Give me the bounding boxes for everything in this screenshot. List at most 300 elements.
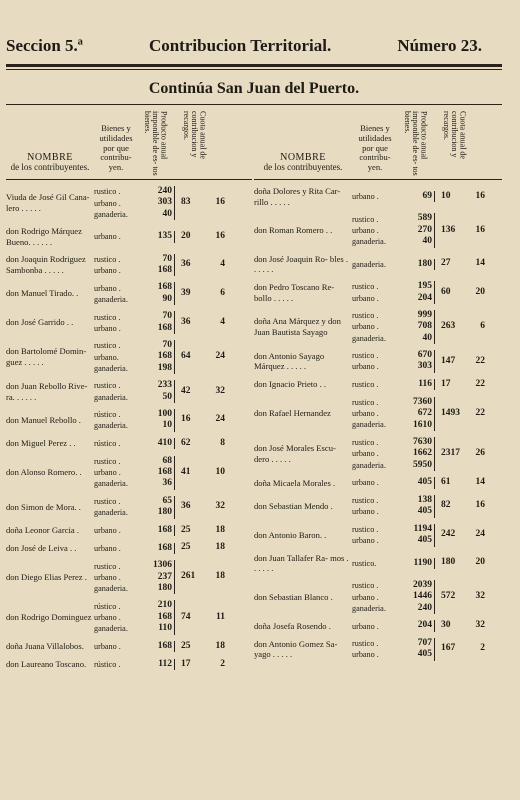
property-kind: rustico . bbox=[352, 581, 379, 591]
taxable-product-value: 116 bbox=[418, 379, 432, 390]
annual-quota bbox=[175, 317, 227, 329]
quota-reales: 2317 bbox=[441, 448, 460, 459]
taxable-products bbox=[138, 254, 175, 277]
property-kinds bbox=[352, 259, 398, 270]
property-kind: rustico . bbox=[94, 497, 121, 507]
header-bienes: Bienes y utilidades por que contribu- yen. bbox=[99, 123, 133, 173]
taxable-product-value: 40 bbox=[422, 332, 432, 343]
quota-reales: 1493 bbox=[441, 407, 460, 418]
quota-maravedis: 8 bbox=[220, 437, 225, 448]
table-row bbox=[254, 620, 502, 632]
taxable-product-value: 40 bbox=[422, 236, 432, 247]
property-kinds bbox=[94, 525, 138, 536]
table-row bbox=[254, 553, 502, 574]
taxable-products bbox=[138, 380, 175, 403]
property-kind: urbano . bbox=[352, 507, 379, 517]
taxable-product-value: 195 bbox=[417, 281, 432, 292]
taxable-product-value: 168 bbox=[157, 265, 172, 276]
quota-maravedis: 32 bbox=[215, 385, 225, 396]
table-row bbox=[254, 281, 502, 304]
taxable-product-value: 204 bbox=[417, 620, 432, 631]
annual-quota bbox=[435, 448, 487, 460]
taxable-product-value: 110 bbox=[158, 623, 172, 634]
annual-quota bbox=[175, 501, 227, 513]
annual-quota bbox=[175, 351, 227, 363]
quota-maravedis: 16 bbox=[475, 224, 485, 235]
property-kind: urbano. bbox=[94, 352, 119, 362]
taxable-products bbox=[398, 558, 435, 569]
taxable-product-value: 180 bbox=[157, 507, 172, 518]
quota-maravedis: 32 bbox=[215, 501, 225, 512]
contributor-name: don José Garrido . . bbox=[6, 317, 74, 328]
table-row bbox=[6, 186, 252, 220]
property-kind: urbano . bbox=[352, 592, 379, 602]
taxable-product-value: 180 bbox=[157, 583, 172, 594]
quota-reales: 17 bbox=[441, 378, 451, 389]
taxable-product-value: 7360 bbox=[413, 396, 432, 407]
header-cuota: Cuota anual de contribucion y recargos. bbox=[181, 111, 208, 159]
property-kind: rustico . bbox=[94, 254, 121, 264]
property-kind: urbano . bbox=[94, 323, 121, 333]
taxable-products bbox=[138, 311, 175, 334]
property-kinds bbox=[352, 191, 398, 202]
section-label: Seccion 5.ª bbox=[6, 36, 83, 55]
header-nombre: NOMBRE de los contribuyentes. bbox=[263, 152, 343, 173]
quota-maravedis: 6 bbox=[480, 321, 485, 332]
quota-reales: 82 bbox=[441, 500, 451, 511]
taxable-products bbox=[398, 437, 435, 471]
contributor-name: doña Ana Márquez y don Juan Bautista Sayago bbox=[254, 316, 341, 337]
property-kind: rústico . bbox=[94, 439, 121, 449]
annual-quota bbox=[435, 225, 487, 237]
taxable-product-value: 5950 bbox=[413, 459, 432, 470]
column-header bbox=[6, 109, 252, 180]
taxable-products bbox=[398, 191, 435, 202]
taxable-product-value: 70 bbox=[162, 253, 172, 264]
property-kind: urbano . bbox=[352, 293, 379, 303]
right-entry-list bbox=[254, 186, 502, 661]
contributor-name: don Rodrigo Márquez Bueno. . . . . . bbox=[6, 226, 82, 247]
table-row bbox=[6, 641, 252, 653]
table-row bbox=[6, 525, 252, 537]
contributor-name: don Miguel Perez . . bbox=[6, 438, 76, 449]
property-kind: ganaderia. bbox=[352, 603, 386, 613]
quota-reales: 27 bbox=[441, 258, 451, 269]
table-row bbox=[254, 524, 502, 547]
quota-maravedis: 20 bbox=[475, 286, 485, 297]
quota-maravedis: 20 bbox=[475, 557, 485, 568]
table-row bbox=[254, 437, 502, 471]
property-kinds bbox=[352, 350, 398, 372]
taxable-product-value: 69 bbox=[422, 191, 432, 202]
taxable-product-value: 1610 bbox=[413, 419, 432, 430]
property-kind: rustico . bbox=[352, 639, 379, 649]
property-kind: rustico . bbox=[352, 214, 379, 224]
quota-reales: 42 bbox=[181, 385, 191, 396]
table-row bbox=[254, 580, 502, 614]
annual-quota bbox=[435, 408, 487, 420]
property-kind: urbano . bbox=[352, 621, 379, 631]
contributor-name: don Sebastian Mendo . bbox=[254, 500, 333, 511]
taxable-product-value: 999 bbox=[417, 309, 432, 320]
annual-quota bbox=[435, 258, 487, 270]
property-kind: ganaderia. bbox=[94, 508, 128, 518]
property-kind: rustico . bbox=[94, 381, 121, 391]
property-kind: urbano . bbox=[94, 283, 121, 293]
taxable-product-value: 168 bbox=[157, 282, 172, 293]
property-kind: urbano . bbox=[352, 536, 379, 546]
property-kinds bbox=[352, 310, 398, 343]
table-row bbox=[6, 600, 252, 634]
property-kinds bbox=[352, 580, 398, 613]
taxable-product-value: 1446 bbox=[413, 591, 432, 602]
property-kind: urbano . bbox=[352, 226, 379, 236]
quota-maravedis: 6 bbox=[220, 287, 225, 298]
quota-reales: 167 bbox=[441, 643, 456, 654]
property-kind: ganaderia. bbox=[352, 333, 386, 343]
table-row bbox=[254, 638, 502, 661]
annual-quota bbox=[175, 231, 227, 243]
annual-quota bbox=[175, 542, 227, 554]
property-kind: rustico . bbox=[94, 341, 121, 351]
taxable-product-value: 1662 bbox=[413, 448, 432, 459]
property-kind: rustico . bbox=[94, 312, 121, 322]
quota-maravedis: 16 bbox=[475, 190, 485, 201]
property-kind: rustico . bbox=[352, 282, 379, 292]
property-kinds bbox=[94, 231, 138, 242]
annual-quota bbox=[175, 659, 227, 671]
taxable-product-value: 1190 bbox=[413, 557, 432, 568]
property-kind: ganaderia. bbox=[94, 624, 128, 634]
quota-reales: 25 bbox=[181, 542, 191, 553]
property-kind: urbano . bbox=[352, 192, 379, 202]
contributor-name: don Juan Rebollo Rive- ra. . . . . . bbox=[6, 380, 88, 402]
taxable-product-value: 168 bbox=[157, 466, 172, 477]
taxable-products bbox=[398, 524, 435, 547]
property-kind: urbano . bbox=[352, 650, 379, 660]
property-kind: urbano . bbox=[94, 613, 121, 623]
left-entry-list bbox=[6, 186, 252, 670]
quota-maravedis: 18 bbox=[215, 542, 225, 553]
quota-reales: 30 bbox=[441, 620, 451, 631]
header-rule-thin bbox=[6, 69, 502, 70]
taxable-product-value: 180 bbox=[417, 258, 432, 269]
quota-reales: 16 bbox=[181, 414, 191, 425]
taxable-products bbox=[398, 397, 435, 431]
property-kind: urbano . bbox=[94, 642, 121, 652]
table-row bbox=[254, 477, 502, 489]
annual-quota bbox=[435, 500, 487, 512]
taxable-products bbox=[138, 456, 175, 490]
quota-maravedis: 14 bbox=[475, 477, 485, 488]
property-kind: ganaderia. bbox=[94, 392, 128, 402]
quota-maravedis: 18 bbox=[215, 524, 225, 535]
property-kinds bbox=[352, 638, 398, 660]
quota-maravedis: 4 bbox=[220, 316, 225, 327]
property-kinds bbox=[94, 186, 138, 219]
taxable-products bbox=[138, 231, 175, 242]
taxable-products bbox=[138, 496, 175, 519]
property-kinds bbox=[94, 409, 138, 431]
annual-quota bbox=[435, 529, 487, 541]
quota-reales: 261 bbox=[181, 571, 196, 582]
annual-quota bbox=[435, 191, 487, 203]
annual-quota bbox=[435, 591, 487, 603]
taxable-product-value: 708 bbox=[417, 321, 432, 332]
annual-quota bbox=[175, 467, 227, 479]
header-bienes: Bienes y utilidades por que contribu- yen. bbox=[358, 123, 392, 173]
property-kind: urbano . bbox=[94, 543, 121, 553]
taxable-product-value: 240 bbox=[157, 186, 172, 196]
contributor-name: don Ignacio Prieto . . bbox=[254, 379, 327, 390]
contributor-name: don Antonio Sayago Márquez . . . . . bbox=[254, 350, 325, 372]
annual-quota bbox=[435, 379, 487, 391]
taxable-products bbox=[398, 580, 435, 614]
annual-quota bbox=[435, 321, 487, 333]
property-kinds bbox=[94, 283, 138, 305]
quota-maravedis: 2 bbox=[220, 658, 225, 669]
table-row bbox=[6, 409, 252, 432]
contributor-name: don Manuel Rebollo . bbox=[6, 414, 81, 425]
property-kind: ganaderia. bbox=[94, 294, 128, 304]
taxable-product-value: 36 bbox=[162, 478, 172, 489]
quota-maravedis: 2 bbox=[480, 643, 485, 654]
property-kind: rústico . bbox=[94, 659, 121, 669]
contributor-name: doña Josefa Rosendo . bbox=[254, 620, 331, 631]
quota-maravedis: 24 bbox=[475, 529, 485, 540]
contributor-name: doña Micaela Morales . bbox=[254, 477, 336, 488]
quota-reales: 39 bbox=[181, 287, 191, 298]
taxable-product-value: 138 bbox=[417, 494, 432, 505]
property-kinds bbox=[94, 380, 138, 402]
quota-reales: 572 bbox=[441, 591, 456, 602]
quota-reales: 263 bbox=[441, 321, 456, 332]
taxable-products bbox=[398, 638, 435, 661]
property-kind: ganaderia. bbox=[94, 583, 128, 593]
annual-quota bbox=[435, 477, 487, 489]
quota-maravedis: 22 bbox=[475, 355, 485, 366]
taxable-products bbox=[398, 213, 435, 247]
table-row bbox=[6, 380, 252, 403]
taxable-product-value: 405 bbox=[417, 477, 432, 488]
table-row bbox=[6, 226, 252, 247]
taxable-products bbox=[398, 281, 435, 304]
quota-maravedis: 18 bbox=[215, 571, 225, 582]
taxable-products bbox=[138, 409, 175, 432]
taxable-product-value: 70 bbox=[162, 339, 172, 350]
quota-maravedis: 24 bbox=[215, 351, 225, 362]
taxable-product-value: 68 bbox=[162, 455, 172, 466]
property-kind: rustico . bbox=[352, 398, 379, 408]
contributor-name: don Pedro Toscano Re- bollo . . . . . bbox=[254, 281, 335, 303]
property-kind: urbano . bbox=[94, 232, 121, 242]
page-header bbox=[6, 36, 502, 56]
property-kind: urbano . bbox=[94, 468, 121, 478]
property-kinds bbox=[352, 281, 398, 303]
quota-reales: 36 bbox=[181, 501, 191, 512]
contributor-name: don Diego Elias Perez . bbox=[6, 572, 87, 583]
quota-maravedis: 24 bbox=[215, 414, 225, 425]
taxable-products bbox=[138, 525, 175, 536]
header-producto: Producto anual imponible de es- tos bienes. bbox=[142, 111, 169, 176]
taxable-product-value: 303 bbox=[417, 361, 432, 372]
property-kind: urbano . bbox=[94, 198, 121, 208]
property-kind: rustico . bbox=[352, 438, 379, 448]
table-row bbox=[254, 186, 502, 207]
annual-quota bbox=[175, 612, 227, 624]
quota-reales: 74 bbox=[181, 611, 191, 622]
taxable-product-value: 237 bbox=[157, 571, 172, 582]
property-kinds bbox=[94, 340, 138, 373]
taxable-product-value: 112 bbox=[158, 658, 172, 669]
table-row bbox=[254, 379, 502, 391]
property-kind: rustico . bbox=[94, 561, 121, 571]
taxable-products bbox=[398, 379, 435, 390]
quota-reales: 64 bbox=[181, 351, 191, 362]
property-kinds bbox=[352, 621, 398, 632]
contributor-name: don Antonio Baron. . bbox=[254, 529, 327, 540]
taxable-product-value: 405 bbox=[417, 506, 432, 517]
property-kind: ganaderia. bbox=[94, 421, 128, 431]
property-kind: rustico . bbox=[94, 187, 121, 197]
taxable-product-value: 270 bbox=[417, 224, 432, 235]
table-row bbox=[6, 659, 252, 671]
taxable-products bbox=[138, 641, 175, 652]
number-label: Número 23. bbox=[397, 36, 482, 55]
taxable-product-value: 233 bbox=[157, 380, 172, 391]
property-kind: ganaderia. bbox=[94, 209, 128, 219]
property-kind: rústico . bbox=[94, 601, 121, 611]
taxable-product-value: 90 bbox=[162, 293, 172, 304]
quota-maravedis: 16 bbox=[475, 500, 485, 511]
property-kind: rustico . bbox=[94, 457, 121, 467]
header-nombre: NOMBRE de los contribuyentes. bbox=[10, 152, 90, 173]
quota-maravedis: 26 bbox=[475, 448, 485, 459]
taxable-product-value: 1194 bbox=[413, 523, 432, 534]
taxable-product-value: 135 bbox=[157, 231, 172, 242]
table-row bbox=[6, 496, 252, 519]
property-kinds bbox=[352, 495, 398, 517]
property-kinds bbox=[352, 524, 398, 546]
quota-reales: 25 bbox=[181, 640, 191, 651]
property-kind: rustico . bbox=[352, 380, 379, 390]
property-kind: ganaderia. bbox=[94, 363, 128, 373]
taxable-products bbox=[138, 282, 175, 305]
quota-reales: 36 bbox=[181, 259, 191, 270]
taxable-product-value: 65 bbox=[162, 495, 172, 506]
taxable-product-value: 405 bbox=[417, 649, 432, 660]
property-kinds bbox=[352, 437, 398, 470]
contributor-name: doña Dolores y Rita Car- rillo . . . . . bbox=[254, 186, 341, 207]
property-kinds bbox=[352, 379, 398, 390]
table-row bbox=[6, 542, 252, 554]
page-subtitle: Continúa San Juan del Puerto. bbox=[148, 80, 360, 97]
property-kinds bbox=[94, 254, 138, 276]
quota-reales: 17 bbox=[181, 658, 191, 669]
taxable-product-value: 303 bbox=[157, 197, 172, 208]
table-row bbox=[6, 340, 252, 374]
taxable-products bbox=[138, 438, 175, 449]
annual-quota bbox=[175, 571, 227, 583]
taxable-product-value: 168 bbox=[157, 640, 172, 651]
property-kinds bbox=[352, 214, 398, 247]
property-kinds bbox=[352, 558, 398, 569]
taxable-product-value: 100 bbox=[157, 408, 172, 419]
property-kind: urbano . bbox=[94, 266, 121, 276]
taxable-products bbox=[398, 477, 435, 488]
table-row bbox=[6, 456, 252, 490]
quota-reales: 147 bbox=[441, 355, 456, 366]
table-row bbox=[6, 438, 252, 450]
annual-quota bbox=[435, 557, 487, 569]
table-row bbox=[254, 213, 502, 247]
taxable-products bbox=[398, 350, 435, 373]
annual-quota bbox=[175, 525, 227, 537]
taxable-products bbox=[398, 310, 435, 344]
contributor-name: don Alonso Romero. . bbox=[6, 467, 82, 478]
property-kinds bbox=[94, 312, 138, 334]
property-kind: ganaderia. bbox=[94, 479, 128, 489]
property-kinds bbox=[352, 477, 398, 488]
taxable-product-value: 70 bbox=[162, 311, 172, 322]
contributor-name: don Manuel Tirado. . bbox=[6, 288, 79, 299]
taxable-product-value: 168 bbox=[157, 322, 172, 333]
property-kinds bbox=[94, 641, 138, 652]
contributor-name: Viuda de José Gil Cana- lero . . . . . bbox=[6, 192, 90, 214]
property-kind: rústico . bbox=[94, 410, 121, 420]
quota-reales: 36 bbox=[181, 316, 191, 327]
property-kind: rustico . bbox=[352, 525, 379, 535]
annual-quota bbox=[435, 643, 487, 655]
property-kinds bbox=[94, 456, 138, 489]
annual-quota bbox=[175, 386, 227, 398]
taxable-products bbox=[398, 620, 435, 631]
header-title: Contribucion Territorial. bbox=[148, 36, 332, 55]
taxable-product-value: 40 bbox=[162, 208, 172, 219]
column-header bbox=[254, 109, 502, 180]
annual-quota bbox=[175, 414, 227, 426]
taxable-product-value: 1306 bbox=[153, 560, 172, 571]
quota-maravedis: 11 bbox=[216, 611, 225, 622]
property-kind: rustico . bbox=[352, 496, 379, 506]
table-columns bbox=[6, 109, 502, 670]
contributor-name: don Bartolomé Domin- guez . . . . . bbox=[6, 346, 87, 368]
taxable-product-value: 405 bbox=[417, 535, 432, 546]
contributor-name: don Sebastian Blanco . bbox=[254, 591, 333, 602]
taxable-product-value: 7630 bbox=[413, 436, 432, 447]
table-row bbox=[254, 495, 502, 518]
quota-maravedis: 16 bbox=[215, 230, 225, 241]
contributor-name: don Rafael Hernandez bbox=[254, 408, 331, 419]
quota-maravedis: 32 bbox=[475, 620, 485, 631]
quota-maravedis: 32 bbox=[475, 591, 485, 602]
property-kinds bbox=[94, 543, 138, 554]
quota-reales: 61 bbox=[441, 477, 451, 488]
taxable-products bbox=[138, 560, 175, 594]
property-kind: ganaderia. bbox=[352, 237, 386, 247]
table-row bbox=[254, 254, 502, 275]
property-kind: urbano . bbox=[352, 478, 379, 488]
property-kind: urbano . bbox=[352, 322, 379, 332]
contributor-name: don Simon de Mora. . bbox=[6, 501, 81, 512]
taxable-product-value: 2039 bbox=[413, 579, 432, 590]
quota-reales: 242 bbox=[441, 529, 456, 540]
annual-quota bbox=[435, 287, 487, 299]
table-row bbox=[6, 311, 252, 334]
contributor-name: doña Juana Villalobos. bbox=[6, 641, 84, 652]
taxable-product-value: 50 bbox=[162, 391, 172, 402]
contributor-name: don José Morales Escu- dero . . . . . bbox=[254, 443, 336, 464]
